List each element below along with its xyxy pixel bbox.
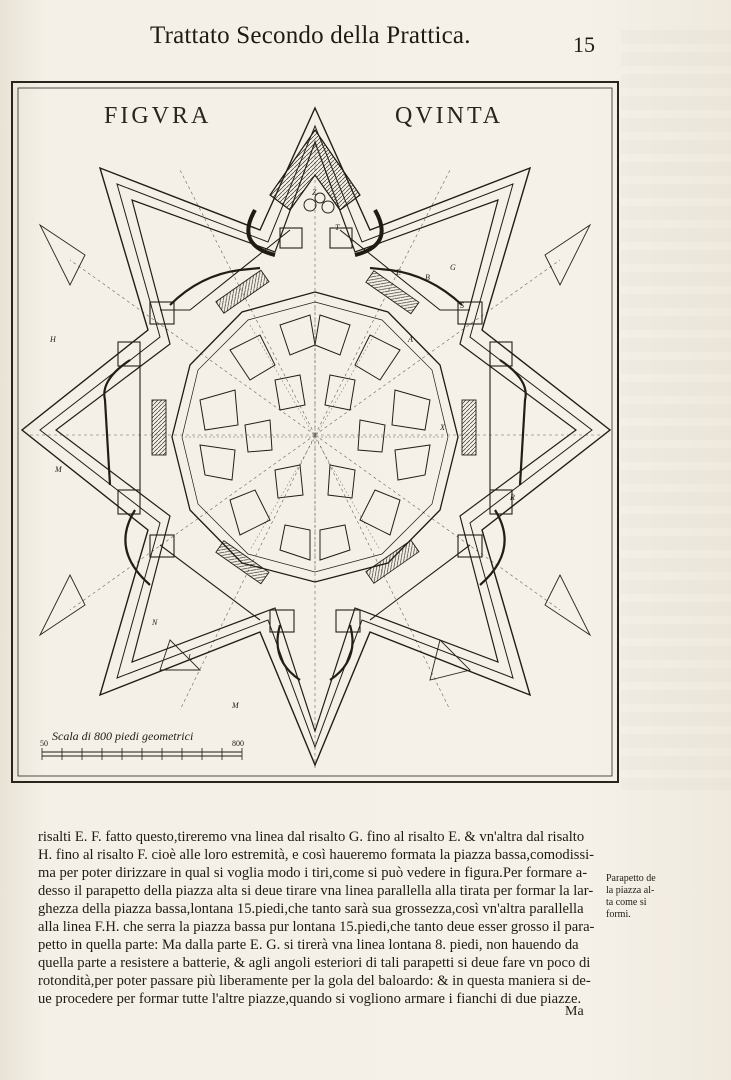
svg-text:E: E [396,268,401,277]
marginal-note-line: la piazza al- [606,885,655,896]
svg-text:H: H [50,335,56,344]
body-line: petto in quella parte: Ma dalla parte E. G. si tirerà vna linea lontana 8. piedi, non hauendo da [38,937,579,953]
svg-text:M: M [55,465,62,474]
svg-text:R: R [510,493,515,502]
svg-text:B: B [425,273,430,282]
svg-text:N: N [152,618,158,627]
svg-text:S: S [460,301,464,310]
body-line: risalti E. F. fatto questo,tireremo vna linea dal risalto G. fino al risalto E. & vn'altra dal risalto [38,829,585,845]
show-through-text [621,30,731,790]
svg-text:M: M [232,701,239,710]
fortress-plan-drawing [10,80,622,786]
marginal-note-line: ta come si [606,897,647,908]
scale-tick-end: 800 [232,739,244,748]
scale-caption: Scala di 800 piedi geometrici [52,729,194,743]
marginal-note-line: formi. [606,909,631,920]
engraved-plate [10,80,622,786]
svg-text:L: L [188,653,193,662]
body-line: quella parte a resistere a batterie, & agli angoli esteriori di tali parapetti si deue fare vn poco di [38,955,591,971]
scale-tick-start: 50 [40,739,48,748]
body-paragraph [38,828,601,1008]
construction-lines [30,140,605,770]
svg-text:A: A [408,335,413,344]
body-line: desso il parapetto della piazza alta si deue tirare vna linea parallella alla tirata per formar la lar- [38,883,594,899]
central-city [172,292,458,582]
svg-text:T: T [335,223,340,232]
body-line: rotondità,per poter passare più liberamente per la gola del baloardo: & in questa maniera si de- [38,973,591,989]
svg-text:Z: Z [312,188,317,197]
running-title: Trattato Secondo della Prattica. [150,22,471,49]
gun-platforms [152,270,476,584]
page-number: 15 [573,32,595,57]
body-line: H. fino al risalto F. cioè alle loro estremità, e così haueremo formata la piazza bassa,comodissi- [38,847,595,863]
figure-title-left: FIGVRA [104,103,212,129]
body-line: alla linea F.H. che serra la piazza bassa pur lontana 15.piedi,che tanto deue esser grosso il para- [38,919,595,935]
svg-text:G: G [450,263,456,272]
svg-text:X: X [440,423,445,432]
body-line: ma per poter dirizzare in qual si voglia modo i tiri,come si può vedere in figura.Per formare a- [38,865,588,881]
marginal-note [606,873,698,921]
scale-bar [42,748,242,760]
marginal-note-line: Parapetto de [606,873,656,884]
catchword: Ma [565,1004,584,1019]
figure-title-right: QVINTA [395,103,504,129]
body-line: ue procedere per formar tutte l'altre piazze,quando si vogliono armare i fianchi di due piazze. [38,991,582,1007]
body-line: ghezza della piazza bassa,lontana 15.piedi,che tanto sarà sua grossezza,così vn'altra parallella [38,901,584,917]
